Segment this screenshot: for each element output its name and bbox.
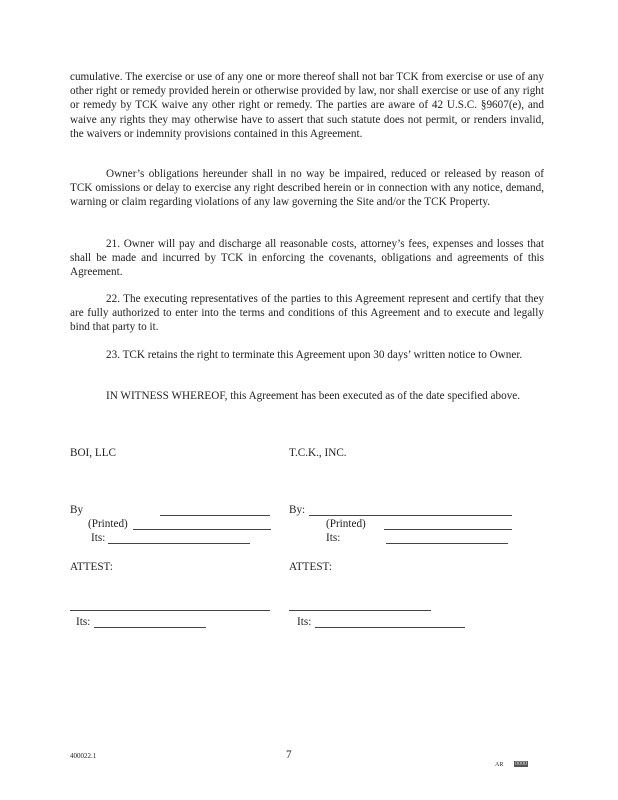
left-printed-label: (Printed) [88,518,128,530]
right-printed-name-line[interactable] [384,529,512,530]
left-title-line[interactable] [108,543,250,544]
paragraph-21: 21. Owner will pay and discharge all reasonable costs, attorney’s fees, expenses and losses that shall be made and incurred by TCK in enforcing the covenants, obligations and agreements of this Agreement. [70,238,544,279]
paragraph-23: 23. TCK retains the right to terminate this Agreement upon 30 days’ written notice to Owner. [106,349,523,361]
right-by-label: By: [289,504,306,516]
left-by-signature-line[interactable] [160,515,270,516]
document-id: 400022.1 [70,752,97,760]
right-title-line[interactable] [386,543,508,544]
left-party-name: BOI, LLC [70,447,116,459]
paragraph-owner-obligations: Owner’s obligations hereunder shall in no way be impaired, reduced or released by reason of TCK omissions or delay to exercise any right described herein or in connection with any notice, demand, warning or claim regarding violations of any law governing the Site and/or the TCK Property. [70,168,544,209]
left-its-label: Its: [91,532,106,544]
paragraph-witness: IN WITNESS WHEREOF, this Agreement has been executed as of the date specified above. [106,390,521,402]
right-attest-label: ATTEST: [289,561,332,573]
left-attest-title-line[interactable] [94,627,206,628]
right-attest-its-label: Its: [297,616,312,628]
paragraph-22: 22. The executing representatives of the parties to this Agreement represent and certify that they are fully authorized to enter into the terms and conditions of this Agreement and to execute and legally bind that party to it. [70,293,544,334]
left-by-label: By [70,504,84,516]
paragraph-cumulative: cumulative. The exercise or use of any one or more thereof shall not bar TCK from exercise or use of any other right or remedy provided herein or otherwise provided by law, nor shall exercise or use of any right or remedy by TCK waive any other right or remedy. The parties are aware of 42 U.S.C. §9607(e), and waive any rights they may otherwise have to assert that such statute does not permit, or renders invalid, the waivers or indemnity provisions contained in this Agreement. [70,71,544,140]
left-attest-its-label: Its: [76,616,91,628]
page-number: 7 [286,749,292,761]
right-printed-label: (Printed) [326,518,366,530]
ar-number: 0000 [515,761,527,767]
right-attest-signature-line[interactable] [289,610,431,611]
left-attest-signature-line[interactable] [70,610,270,611]
right-by-signature-line[interactable] [309,515,512,516]
right-party-name: T.C.K., INC. [289,447,347,459]
left-attest-label: ATTEST: [70,561,113,573]
right-its-label: Its: [326,532,341,544]
ar-label: AR [495,762,504,768]
right-attest-title-line[interactable] [315,627,465,628]
left-printed-name-line[interactable] [133,529,271,530]
